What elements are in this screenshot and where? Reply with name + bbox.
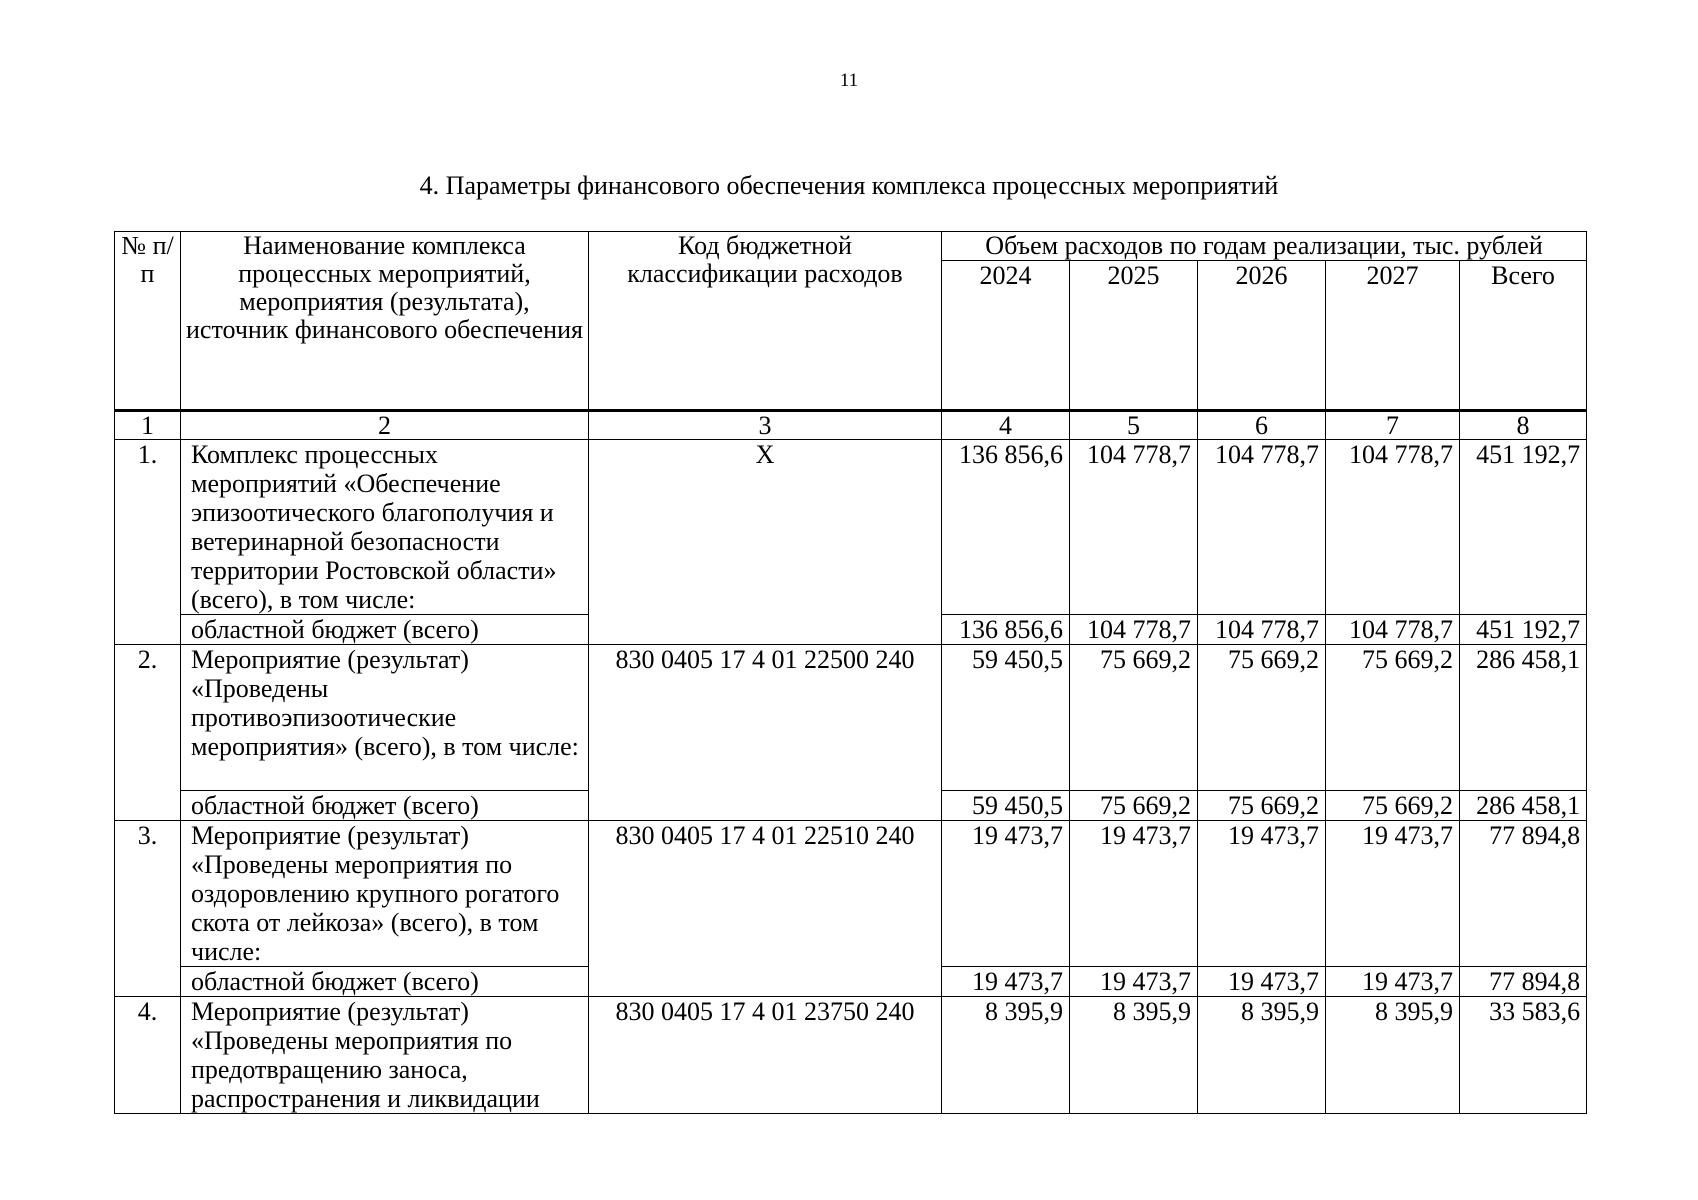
value-2024: 19 473,7: [942, 821, 1070, 967]
value-2025: 75 669,2: [1070, 645, 1198, 791]
header-year-2025: 2025: [1070, 261, 1198, 411]
column-number: 2: [181, 411, 589, 440]
column-number: 3: [589, 411, 942, 440]
financing-table: [114, 231, 1587, 1114]
header-total: Всего: [1460, 261, 1587, 411]
column-number-row: [115, 411, 1587, 440]
page-number: 11: [839, 70, 859, 91]
section-title: 4. Параметры финансового обеспечения комплекса процессных мероприятий: [419, 171, 1279, 200]
value-2027: 8 395,9: [1326, 997, 1460, 1114]
row-subname: областной бюджет (всего): [181, 967, 589, 997]
row-code: Х: [589, 440, 942, 645]
column-number: 8: [1460, 411, 1587, 440]
column-number: 6: [1198, 411, 1326, 440]
value-total: 286 458,1: [1460, 645, 1587, 791]
row-name: Мероприятие (результат) «Проведены мероприятия по оздоровлению крупного рогатого скота от лейкоза» (всего), в том числе:: [181, 821, 589, 967]
row-name: Мероприятие (результат) «Проведены мероприятия по предотвращению заноса, распространения и ликвидации: [181, 997, 589, 1114]
row-subname: областной бюджет (всего): [181, 615, 589, 645]
value-2026: 75 669,2: [1198, 645, 1326, 791]
header-year-2027: 2027: [1326, 261, 1460, 411]
table-row: [115, 440, 1587, 615]
table-row: [115, 997, 1587, 1114]
value-2024: 136 856,6: [942, 615, 1070, 645]
table-row: [115, 821, 1587, 967]
row-name: Мероприятие (результат) «Проведены противоэпизоотические мероприятия» (всего), в том числе:: [181, 645, 589, 791]
column-number: 7: [1326, 411, 1460, 440]
value-2027: 75 669,2: [1326, 645, 1460, 791]
header-year-2026: 2026: [1198, 261, 1326, 411]
value-2024: 8 395,9: [942, 997, 1070, 1114]
value-2024: 59 450,5: [942, 791, 1070, 821]
column-number: 5: [1070, 411, 1198, 440]
column-number: 1: [115, 411, 181, 440]
header-col-code: Код бюджетной классификации расходов: [589, 232, 942, 411]
column-number: 4: [942, 411, 1070, 440]
header-col-name: Наименование комплекса процессных мероприятий, мероприятия (результата), источник финансового обеспечения: [181, 232, 589, 411]
value-total: 451 192,7: [1460, 615, 1587, 645]
value-2026: 104 778,7: [1198, 440, 1326, 615]
row-number: 2.: [115, 645, 181, 821]
value-total: 451 192,7: [1460, 440, 1587, 615]
row-subname: областной бюджет (всего): [181, 791, 589, 821]
value-2027: 19 473,7: [1326, 821, 1460, 967]
value-2027: 75 669,2: [1326, 791, 1460, 821]
value-2026: 104 778,7: [1198, 615, 1326, 645]
value-total: 77 894,8: [1460, 967, 1587, 997]
row-code: 830 0405 17 4 01 23750 240: [589, 997, 942, 1114]
header-col-volume: Объем расходов по годам реализации, тыс. рублей: [942, 232, 1587, 261]
value-total: 286 458,1: [1460, 791, 1587, 821]
row-code: 830 0405 17 4 01 22500 240: [589, 645, 942, 821]
value-2024: 19 473,7: [942, 967, 1070, 997]
value-2025: 104 778,7: [1070, 615, 1198, 645]
value-2025: 8 395,9: [1070, 997, 1198, 1114]
table-row: [115, 645, 1587, 791]
row-number: 4.: [115, 997, 181, 1114]
value-total: 33 583,6: [1460, 997, 1587, 1114]
value-2026: 19 473,7: [1198, 821, 1326, 967]
value-2027: 104 778,7: [1326, 440, 1460, 615]
value-2025: 19 473,7: [1070, 967, 1198, 997]
value-2024: 59 450,5: [942, 645, 1070, 791]
value-2025: 104 778,7: [1070, 440, 1198, 615]
value-2025: 75 669,2: [1070, 791, 1198, 821]
row-code: 830 0405 17 4 01 22510 240: [589, 821, 942, 997]
value-2027: 104 778,7: [1326, 615, 1460, 645]
value-total: 77 894,8: [1460, 821, 1587, 967]
header-col-number: № п/п: [115, 232, 181, 411]
value-2024: 136 856,6: [942, 440, 1070, 615]
value-2026: 75 669,2: [1198, 791, 1326, 821]
header-year-2024: 2024: [942, 261, 1070, 411]
row-name: Комплекс процессных мероприятий «Обеспечение эпизоотического благополучия и ветеринарной безопасности территории Ростовской области» (всего), в том числе:: [181, 440, 589, 615]
value-2026: 19 473,7: [1198, 967, 1326, 997]
row-number: 1.: [115, 440, 181, 645]
value-2026: 8 395,9: [1198, 997, 1326, 1114]
value-2027: 19 473,7: [1326, 967, 1460, 997]
value-2025: 19 473,7: [1070, 821, 1198, 967]
row-number: 3.: [115, 821, 181, 997]
